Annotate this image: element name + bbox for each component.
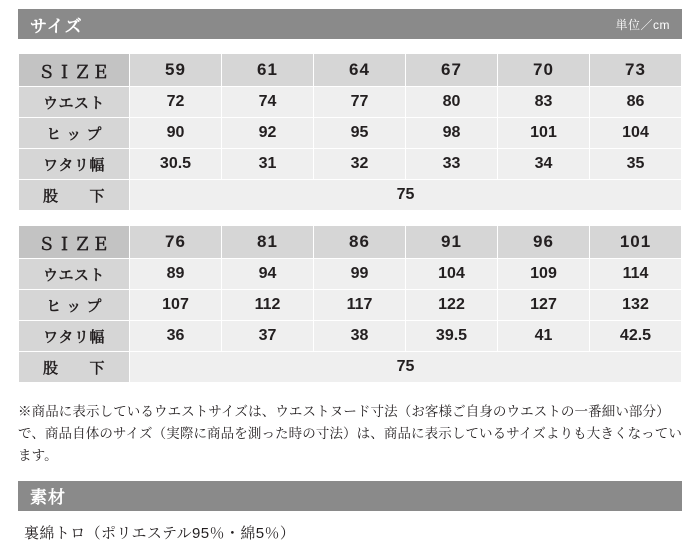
table-header-cell: 70 <box>498 54 590 87</box>
table-cell: 112 <box>222 290 314 321</box>
table-cell: 114 <box>590 259 682 290</box>
table-cell: 37 <box>222 321 314 352</box>
table-cell: 92 <box>222 118 314 149</box>
table-cell: 74 <box>222 87 314 118</box>
material-section-header <box>18 481 682 511</box>
table-cell: 95 <box>314 118 406 149</box>
gap-before-material <box>18 467 682 481</box>
table-cell: 109 <box>498 259 590 290</box>
table-header-cell: 64 <box>314 54 406 87</box>
table-cell: 94 <box>222 259 314 290</box>
table-cell: 35 <box>590 149 682 180</box>
table-cell: 72 <box>130 87 222 118</box>
table-row-label: ウエスト <box>19 87 130 118</box>
table-row <box>19 87 682 118</box>
table-row <box>19 352 682 383</box>
table-cell-inseam: 75 <box>130 352 682 383</box>
material-section-title: 素材 <box>30 488 66 508</box>
table-cell: 36 <box>130 321 222 352</box>
table-cell: 107 <box>130 290 222 321</box>
table-row-label: ウエスト <box>19 259 130 290</box>
table-row <box>19 290 682 321</box>
table-row-label: ワタリ幅 <box>19 321 130 352</box>
table-header-cell: 76 <box>130 226 222 259</box>
table-row-label: ヒ ッ プ <box>19 118 130 149</box>
material-description: 裏綿トロ（ポリエステル95％・綿5％） <box>24 524 296 542</box>
table-cell: 132 <box>590 290 682 321</box>
table-header-cell-size: ＳＩＺＥ <box>19 226 130 259</box>
table-cell: 30.5 <box>130 149 222 180</box>
table-header-cell: 67 <box>406 54 498 87</box>
table-cell: 122 <box>406 290 498 321</box>
table-row <box>19 226 682 259</box>
table-header-cell-size: ＳＩＺＥ <box>19 54 130 87</box>
table-cell: 99 <box>314 259 406 290</box>
table-cell: 86 <box>590 87 682 118</box>
table-header-cell: 101 <box>590 226 682 259</box>
table-cell: 90 <box>130 118 222 149</box>
table-cell: 83 <box>498 87 590 118</box>
table-row <box>19 259 682 290</box>
size-unit-label: 単位／cm <box>615 17 670 32</box>
table-cell-inseam: 75 <box>130 180 682 211</box>
table-header-cell: 61 <box>222 54 314 87</box>
table-cell: 41 <box>498 321 590 352</box>
size-table-1 <box>18 53 682 211</box>
table-cell: 127 <box>498 290 590 321</box>
table-row-label: 股 下 <box>19 180 130 211</box>
table-row <box>19 321 682 352</box>
table-header-cell: 96 <box>498 226 590 259</box>
table-cell: 34 <box>498 149 590 180</box>
table-cell: 39.5 <box>406 321 498 352</box>
table-cell: 117 <box>314 290 406 321</box>
table-header-cell: 73 <box>590 54 682 87</box>
table-row-label: 股 下 <box>19 352 130 383</box>
table-cell: 38 <box>314 321 406 352</box>
table-row-label: ヒ ッ プ <box>19 290 130 321</box>
gap-after-size-header <box>18 39 682 53</box>
table-cell: 89 <box>130 259 222 290</box>
table-row <box>19 54 682 87</box>
table-row <box>19 118 682 149</box>
table-row <box>19 149 682 180</box>
table-cell: 42.5 <box>590 321 682 352</box>
top-spacer <box>18 0 682 9</box>
size-section-header <box>18 9 682 39</box>
table-header-cell: 81 <box>222 226 314 259</box>
table-cell: 80 <box>406 87 498 118</box>
table-cell: 31 <box>222 149 314 180</box>
table-cell: 77 <box>314 87 406 118</box>
table-row <box>19 180 682 211</box>
table-cell: 101 <box>498 118 590 149</box>
gap-between-tables <box>18 211 682 225</box>
table-cell: 104 <box>406 259 498 290</box>
table-cell: 32 <box>314 149 406 180</box>
size-section-title: サイズ <box>30 16 83 36</box>
table-cell: 33 <box>406 149 498 180</box>
table-header-cell: 59 <box>130 54 222 87</box>
table-cell: 98 <box>406 118 498 149</box>
table-header-cell: 86 <box>314 226 406 259</box>
size-note: ※商品に表示しているウエストサイズは、ウエストヌード寸法（お客様ご自身のウエストの一番細い部分）で、商品自体のサイズ（実際に商品を測った時の寸法）は、商品に表示しているサイズよりも大きくなっています。 <box>18 404 682 463</box>
table-row-label: ワタリ幅 <box>19 149 130 180</box>
size-table-2 <box>18 225 682 383</box>
table-cell: 104 <box>590 118 682 149</box>
table-header-cell: 91 <box>406 226 498 259</box>
